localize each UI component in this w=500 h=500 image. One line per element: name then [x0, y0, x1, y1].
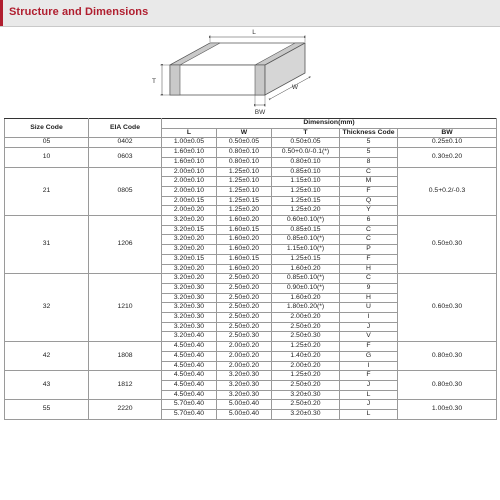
cell-l: 4.50±0.40 — [162, 361, 217, 371]
cell-thickness-code: F — [340, 254, 398, 264]
cell-t: 1.80±0.20(*) — [272, 303, 340, 313]
cell-w: 0.50±0.05 — [217, 138, 272, 148]
cell-bw: 1.00±0.30 — [398, 400, 497, 419]
cell-size-code: 55 — [5, 400, 89, 419]
cell-t: 1.25±0.20 — [272, 206, 340, 216]
cell-thickness-code: Y — [340, 206, 398, 216]
cell-w: 3.20±0.30 — [217, 380, 272, 390]
cell-w: 2.50±0.20 — [217, 274, 272, 284]
cell-w: 2.50±0.30 — [217, 332, 272, 342]
cell-w: 5.00±0.40 — [217, 400, 272, 410]
cell-thickness-code: F — [340, 186, 398, 196]
cell-thickness-code: C — [340, 274, 398, 284]
cell-l: 1.60±0.10 — [162, 157, 217, 167]
cell-t: 0.85±0.10 — [272, 167, 340, 177]
cell-w: 1.60±0.15 — [217, 254, 272, 264]
cell-t: 0.85±0.10(*) — [272, 235, 340, 245]
cell-thickness-code: Q — [340, 196, 398, 206]
table-row — [5, 400, 497, 410]
cell-thickness-code: 5 — [340, 138, 398, 148]
cell-thickness-code: 8 — [340, 157, 398, 167]
cell-w: 0.80±0.10 — [217, 157, 272, 167]
cell-l: 3.20±0.20 — [162, 216, 217, 226]
cell-w: 2.00±0.20 — [217, 361, 272, 371]
cell-l: 3.20±0.40 — [162, 332, 217, 342]
cell-t: 2.50±0.20 — [272, 322, 340, 332]
cell-thickness-code: I — [340, 313, 398, 323]
cell-t: 1.25±0.15 — [272, 196, 340, 206]
table-row — [5, 216, 497, 226]
cell-l: 2.00±0.15 — [162, 196, 217, 206]
section-header — [0, 0, 500, 28]
termination-front-left — [170, 65, 180, 95]
header-thickness-code: Thickness Code — [340, 128, 398, 138]
cell-eia-code: 2220 — [89, 400, 162, 419]
cell-l: 3.20±0.30 — [162, 322, 217, 332]
cell-eia-code: 0805 — [89, 167, 162, 216]
cell-w: 2.50±0.20 — [217, 293, 272, 303]
header-dimension: Dimension(mm) — [162, 119, 497, 129]
cell-w: 1.25±0.10 — [217, 167, 272, 177]
cell-l: 4.50±0.40 — [162, 371, 217, 381]
cell-t: 1.25±0.20 — [272, 371, 340, 381]
cell-w: 1.25±0.10 — [217, 177, 272, 187]
table-row — [5, 274, 497, 284]
cell-l: 2.00±0.10 — [162, 177, 217, 187]
cell-size-code: 43 — [5, 371, 89, 400]
cell-size-code: 05 — [5, 138, 89, 148]
cell-thickness-code: F — [340, 371, 398, 381]
cell-thickness-code: G — [340, 351, 398, 361]
cell-bw: 0.50±0.30 — [398, 216, 497, 274]
cell-w: 5.00±0.40 — [217, 410, 272, 420]
cell-t: 3.20±0.30 — [272, 390, 340, 400]
cell-l: 3.20±0.30 — [162, 293, 217, 303]
cell-w: 1.25±0.15 — [217, 196, 272, 206]
header-w: W — [217, 128, 272, 138]
cell-l: 4.50±0.40 — [162, 390, 217, 400]
cell-size-code: 21 — [5, 167, 89, 216]
cell-l: 3.20±0.30 — [162, 283, 217, 293]
cell-t: 2.50±0.30 — [272, 332, 340, 342]
cell-l: 4.50±0.40 — [162, 380, 217, 390]
cell-l: 4.50±0.40 — [162, 342, 217, 352]
cell-w: 2.00±0.20 — [217, 342, 272, 352]
cell-l: 2.00±0.20 — [162, 206, 217, 216]
table-row — [5, 138, 497, 148]
cell-thickness-code: L — [340, 410, 398, 420]
cell-thickness-code: C — [340, 225, 398, 235]
cell-thickness-code: P — [340, 245, 398, 255]
cell-thickness-code: J — [340, 400, 398, 410]
header-size-code: Size Code — [5, 119, 89, 138]
cell-bw: 0.25±0.10 — [398, 138, 497, 148]
cell-thickness-code: L — [340, 390, 398, 400]
termination-front-right — [255, 65, 265, 95]
table-header-row-1 — [5, 119, 497, 129]
cell-l: 1.60±0.10 — [162, 148, 217, 158]
section-title: Structure and Dimensions — [9, 6, 149, 18]
cell-t: 1.15±0.10(*) — [272, 245, 340, 255]
cell-t: 0.60±0.10(*) — [272, 216, 340, 226]
cell-l: 2.00±0.10 — [162, 186, 217, 196]
cell-thickness-code: J — [340, 322, 398, 332]
label-w: W — [291, 84, 299, 91]
cell-l: 2.00±0.10 — [162, 167, 217, 177]
cell-w: 2.50±0.20 — [217, 283, 272, 293]
section-header-accent — [0, 0, 3, 26]
cell-bw: 0.80±0.30 — [398, 371, 497, 400]
cell-t: 0.80±0.10 — [272, 157, 340, 167]
cell-t: 0.90±0.10(*) — [272, 283, 340, 293]
cell-l: 3.20±0.20 — [162, 245, 217, 255]
cell-eia-code: 0603 — [89, 148, 162, 167]
cell-l: 3.20±0.20 — [162, 264, 217, 274]
cell-thickness-code: U — [340, 303, 398, 313]
cell-bw: 0.30±0.20 — [398, 148, 497, 167]
cell-w: 1.60±0.20 — [217, 216, 272, 226]
cell-t: 1.60±0.20 — [272, 293, 340, 303]
cell-t: 1.25±0.10 — [272, 186, 340, 196]
cell-l: 3.20±0.15 — [162, 225, 217, 235]
table-row — [5, 148, 497, 158]
cell-size-code: 10 — [5, 148, 89, 167]
cell-bw: 0.80±0.30 — [398, 342, 497, 371]
cell-bw: 0.5+0.2/-0.3 — [398, 167, 497, 216]
cell-t: 1.40±0.20 — [272, 351, 340, 361]
cell-l: 1.00±0.05 — [162, 138, 217, 148]
label-bw: BW — [254, 109, 266, 116]
cell-w: 1.60±0.20 — [217, 245, 272, 255]
cell-thickness-code: 9 — [340, 283, 398, 293]
header-bw: BW — [398, 128, 497, 138]
cell-t: 2.00±0.20 — [272, 313, 340, 323]
cell-t: 2.50±0.20 — [272, 380, 340, 390]
header-l: L — [162, 128, 217, 138]
label-l: L — [252, 29, 256, 36]
cell-thickness-code: H — [340, 264, 398, 274]
cell-eia-code: 1808 — [89, 342, 162, 371]
cell-t: 1.15±0.10 — [272, 177, 340, 187]
cell-thickness-code: C — [340, 235, 398, 245]
cell-w: 2.00±0.20 — [217, 351, 272, 361]
cell-l: 3.20±0.30 — [162, 303, 217, 313]
cell-w: 1.25±0.10 — [217, 186, 272, 196]
cell-eia-code: 1206 — [89, 216, 162, 274]
cell-size-code: 42 — [5, 342, 89, 371]
dimensions-table — [4, 118, 497, 420]
cell-thickness-code: J — [340, 380, 398, 390]
chip-front-face — [170, 65, 265, 95]
table-row — [5, 167, 497, 177]
cell-l: 3.20±0.15 — [162, 254, 217, 264]
cell-w: 3.20±0.30 — [217, 371, 272, 381]
chip-structure-diagram — [140, 27, 340, 117]
cell-w: 2.50±0.20 — [217, 303, 272, 313]
cell-eia-code: 1812 — [89, 371, 162, 400]
cell-t: 0.50±0.05 — [272, 138, 340, 148]
cell-l: 5.70±0.40 — [162, 410, 217, 420]
cell-w: 1.60±0.20 — [217, 235, 272, 245]
cell-thickness-code: M — [340, 177, 398, 187]
cell-l: 3.20±0.20 — [162, 274, 217, 284]
cell-w: 3.20±0.30 — [217, 390, 272, 400]
cell-thickness-code: 6 — [340, 216, 398, 226]
cell-w: 1.60±0.15 — [217, 225, 272, 235]
cell-t: 0.85±0.10(*) — [272, 274, 340, 284]
cell-l: 3.20±0.30 — [162, 313, 217, 323]
label-t: T — [152, 78, 156, 85]
cell-l: 4.50±0.40 — [162, 351, 217, 361]
cell-eia-code: 1210 — [89, 274, 162, 342]
cell-thickness-code: H — [340, 293, 398, 303]
cell-thickness-code: 5 — [340, 148, 398, 158]
cell-t: 1.60±0.20 — [272, 264, 340, 274]
header-eia-code: EIA Code — [89, 119, 162, 138]
cell-bw: 0.60±0.30 — [398, 274, 497, 342]
cell-w: 1.60±0.20 — [217, 264, 272, 274]
cell-w: 1.25±0.20 — [217, 206, 272, 216]
cell-thickness-code: V — [340, 332, 398, 342]
header-t: T — [272, 128, 340, 138]
cell-l: 5.70±0.40 — [162, 400, 217, 410]
cell-t: 1.25±0.20 — [272, 342, 340, 352]
table-body — [5, 138, 497, 419]
cell-t: 1.25±0.15 — [272, 254, 340, 264]
cell-size-code: 31 — [5, 216, 89, 274]
cell-t: 2.00±0.20 — [272, 361, 340, 371]
cell-eia-code: 0402 — [89, 138, 162, 148]
cell-w: 2.50±0.20 — [217, 313, 272, 323]
cell-thickness-code: F — [340, 342, 398, 352]
cell-t: 2.50±0.20 — [272, 400, 340, 410]
cell-t: 0.50+0.0/-0.1(*) — [272, 148, 340, 158]
cell-thickness-code: C — [340, 167, 398, 177]
cell-w: 2.50±0.20 — [217, 322, 272, 332]
table-row — [5, 342, 497, 352]
cell-t: 0.85±0.15 — [272, 225, 340, 235]
cell-l: 3.20±0.20 — [162, 235, 217, 245]
cell-t: 3.20±0.30 — [272, 410, 340, 420]
table-row — [5, 371, 497, 381]
cell-thickness-code: I — [340, 361, 398, 371]
cell-size-code: 32 — [5, 274, 89, 342]
cell-w: 0.80±0.10 — [217, 148, 272, 158]
